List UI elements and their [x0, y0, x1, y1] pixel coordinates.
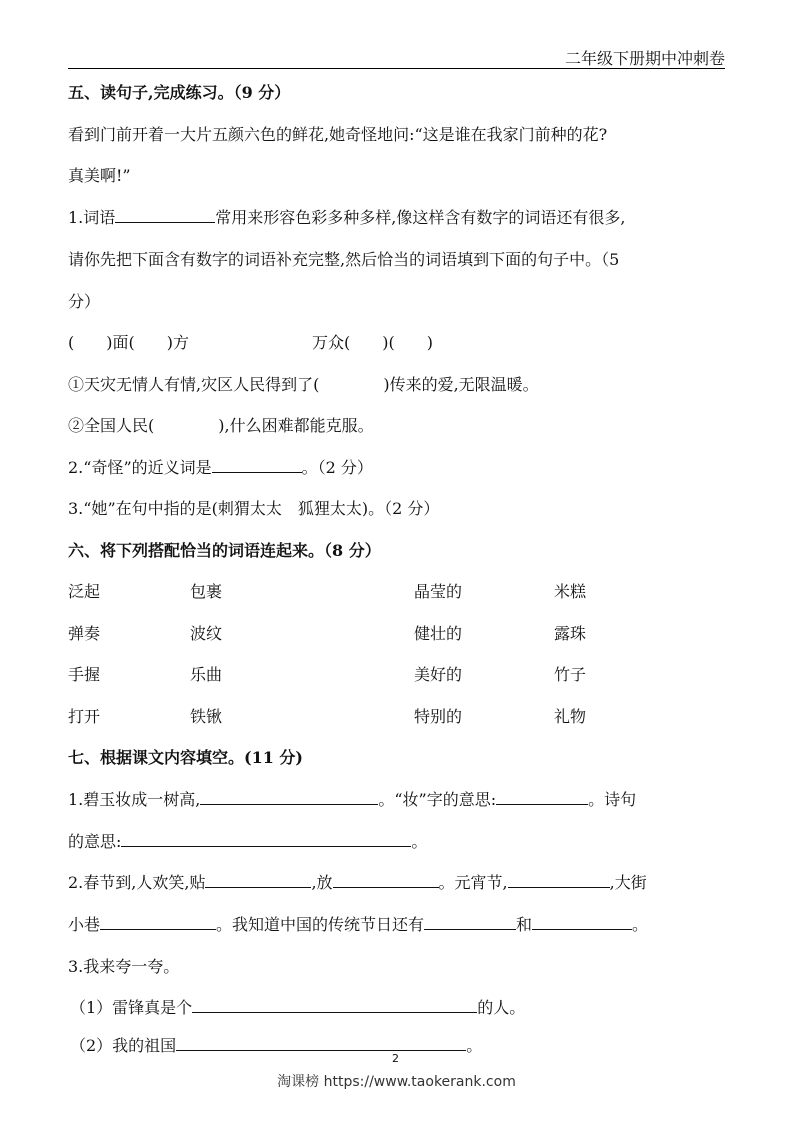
q7-2-line-1: [68, 870, 647, 893]
q7-1-text-2: 。“妆”字的意思:: [378, 790, 497, 809]
q7-1-text-3: 。诗句: [588, 790, 637, 809]
q7-1-text-4: 的意思:: [68, 832, 122, 851]
matching-word[interactable]: 健壮的: [414, 624, 463, 643]
matching-word[interactable]: 波纹: [190, 624, 223, 643]
header-rule: [68, 68, 725, 69]
q5-1-line-1: [68, 205, 625, 228]
header-title: 二年级下册期中冲刺卷: [564, 49, 725, 68]
q7-2-text-4: ,大街: [609, 873, 647, 892]
q5-2-score: 。（2 分）: [301, 458, 373, 477]
matching-word[interactable]: 特别的: [414, 707, 463, 726]
matching-word[interactable]: 礼物: [554, 707, 587, 726]
matching-word[interactable]: 晶莹的: [414, 582, 463, 601]
answer-blank[interactable]: [205, 872, 311, 888]
q7-3: 3.我来夸一夸。: [68, 957, 180, 976]
q7-1-text: 1.碧玉妆成一树高,: [68, 790, 201, 809]
q5-1-prefix: 1.词语: [68, 208, 116, 227]
matching-word[interactable]: 乐曲: [190, 665, 223, 684]
answer-blank[interactable]: [496, 789, 588, 805]
matching-word[interactable]: 美好的: [414, 665, 463, 684]
q5-2: [68, 455, 373, 478]
section-7-title: 七、根据课文内容填空。(11 分): [68, 748, 303, 767]
answer-blank[interactable]: [200, 789, 378, 805]
q7-2-text-7: 和: [516, 915, 533, 934]
section-6-title: 六、将下列搭配恰当的词语连起来。（8 分）: [68, 541, 381, 560]
answer-blank[interactable]: [121, 831, 411, 847]
answer-blank[interactable]: [508, 872, 610, 888]
q5-1-text: 常用来形容色彩多种多样,像这样含有数字的词语还有很多,: [215, 208, 626, 227]
sentence-1: ①天灾无情人有情,灾区人民得到了( )传来的爱,无限温暖。: [68, 375, 539, 394]
q7-3-1-text-2: 的人。: [477, 998, 526, 1017]
sentence-2: ②全国人民( ),什么困难都能克服。: [68, 416, 374, 435]
answer-blank[interactable]: [333, 872, 439, 888]
q5-1-line-2: 请你先把下面含有数字的词语补充完整,然后恰当的词语填到下面的句子中。（5: [68, 250, 620, 269]
matching-word[interactable]: 打开: [68, 707, 101, 726]
q5-1-line-3: 分）: [68, 292, 101, 311]
section-5-title: 五、读句子,完成练习。（9 分）: [68, 83, 291, 102]
answer-blank[interactable]: [424, 914, 516, 930]
q7-2-text-2: ,放: [311, 873, 333, 892]
matching-word[interactable]: 米糕: [554, 582, 587, 601]
matching-word[interactable]: 泛起: [68, 582, 101, 601]
answer-blank[interactable]: [100, 914, 216, 930]
q7-2-text-3: 。元宵节,: [438, 873, 508, 892]
q7-3-2-text-2: 。: [466, 1036, 483, 1055]
page-number: 2: [392, 1052, 399, 1065]
matching-word[interactable]: 竹子: [554, 665, 587, 684]
passage-line-2: 真美啊!”: [68, 166, 131, 185]
matching-word[interactable]: 露珠: [554, 624, 587, 643]
q5-3: 3.“她”在句中指的是(刺猬太太 狐狸太太)。（2 分）: [68, 499, 440, 518]
q7-2-text-5: 小巷: [68, 915, 101, 934]
q7-1-line-2: [68, 829, 427, 852]
matching-word[interactable]: 弹奏: [68, 624, 101, 643]
q7-3-1-text: （1）雷锋真是个: [70, 998, 193, 1017]
q7-3-2: [70, 1033, 482, 1056]
q7-2-line-2: [68, 912, 648, 935]
q7-1-line-1: [68, 787, 636, 810]
matching-word[interactable]: 铁锹: [190, 707, 223, 726]
answer-blank[interactable]: [176, 1035, 466, 1051]
answer-blank[interactable]: [115, 207, 215, 223]
q5-2-text: 2.“奇怪”的近义词是: [68, 458, 212, 477]
q7-2-text-8: 。: [632, 915, 649, 934]
answer-blank[interactable]: [212, 457, 302, 473]
matching-word[interactable]: 手握: [68, 665, 101, 684]
fill-idiom-1[interactable]: ( )面( )方: [68, 333, 189, 352]
q7-3-2-text: （2）我的祖国: [70, 1036, 177, 1055]
q7-2-text: 2.春节到,人欢笑,贴: [68, 873, 206, 892]
matching-word[interactable]: 包裹: [190, 582, 223, 601]
passage-line-1: 看到门前开着一大片五颜六色的鲜花,她奇怪地问:“这是谁在我家门前种的花?: [68, 125, 608, 144]
fill-idiom-2[interactable]: 万众( )( ): [312, 333, 433, 352]
q7-3-1: [70, 995, 525, 1018]
footer-watermark: 淘课榜 https://www.taokerank.com: [277, 1074, 516, 1090]
answer-blank[interactable]: [532, 914, 632, 930]
q7-2-text-6: 。我知道中国的传统节日还有: [216, 915, 425, 934]
answer-blank[interactable]: [192, 997, 477, 1013]
q7-1-text-5: 。: [411, 832, 428, 851]
